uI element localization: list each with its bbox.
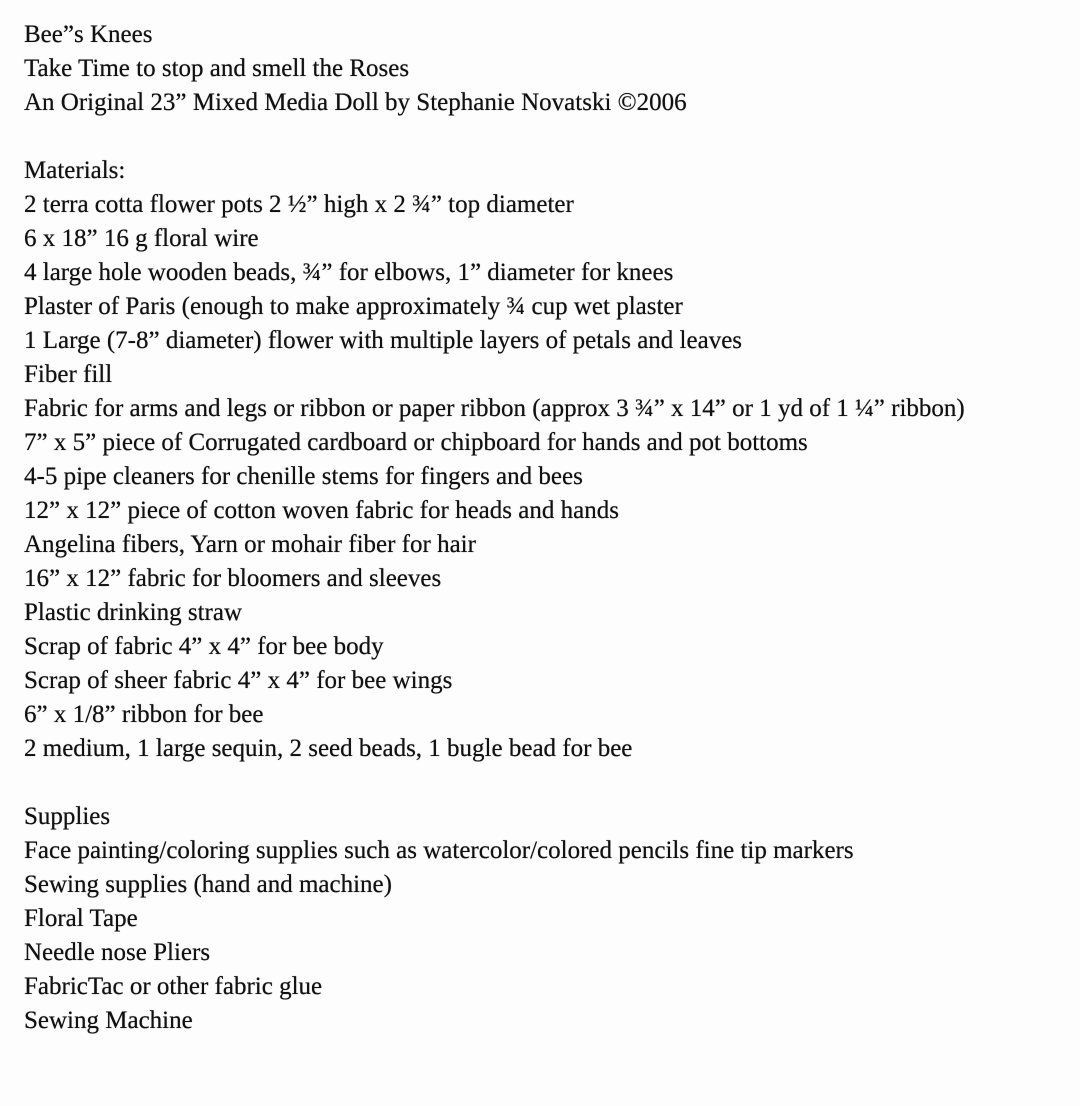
supplies-item: Needle nose Pliers — [24, 939, 211, 966]
doc-byline: An Original 23” Mixed Media Doll by Stephanie Novatski ©2006 — [24, 89, 687, 116]
materials-item: Plastic drinking straw — [24, 599, 243, 626]
materials-item: 16” x 12” fabric for bloomers and sleeves — [24, 565, 442, 592]
supplies-item: Face painting/coloring supplies such as watercolor/colored pencils fine tip markers — [24, 837, 854, 864]
materials-item: Fabric for arms and legs or ribbon or paper ribbon (approx 3 ¾” x 14” or 1 yd of 1 ¼” ribbon) — [24, 395, 965, 422]
materials-item: 2 terra cotta flower pots 2 ½” high x 2 ¾” top diameter — [24, 191, 574, 218]
doc-title: Bee”s Knees — [24, 21, 153, 48]
materials-item: 1 Large (7-8” diameter) flower with multiple layers of petals and leaves — [24, 327, 743, 354]
materials-item: 12” x 12” piece of cotton woven fabric for heads and hands — [24, 497, 619, 524]
supplies-item: FabricTac or other fabric glue — [24, 973, 323, 1000]
supplies-item: Sewing Machine — [24, 1007, 193, 1034]
materials-heading: Materials: — [24, 157, 126, 184]
section-gap — [24, 766, 1060, 800]
materials-item: Scrap of fabric 4” x 4” for bee body — [24, 633, 384, 660]
materials-item: Plaster of Paris (enough to make approximately ¾ cup wet plaster — [24, 293, 683, 320]
supplies-item: Sewing supplies (hand and machine) — [24, 871, 392, 898]
materials-item: Fiber fill — [24, 361, 113, 388]
materials-item: 7” x 5” piece of Corrugated cardboard or chipboard for hands and pot bottoms — [24, 429, 808, 456]
materials-item: 2 medium, 1 large sequin, 2 seed beads, 1 bugle bead for bee — [24, 735, 633, 762]
supplies-heading: Supplies — [24, 803, 111, 830]
materials-item: 6” x 1/8” ribbon for bee — [24, 701, 264, 728]
materials-item: Angelina fibers, Yarn or mohair fiber for hair — [24, 531, 476, 558]
materials-item: Scrap of sheer fabric 4” x 4” for bee wings — [24, 667, 453, 694]
materials-item: 4 large hole wooden beads, ¾” for elbows, 1” diameter for knees — [24, 259, 674, 286]
supplies-item: Floral Tape — [24, 905, 138, 932]
materials-item: 4-5 pipe cleaners for chenille stems for fingers and bees — [24, 463, 583, 490]
doc-subtitle: Take Time to stop and smell the Roses — [24, 55, 410, 82]
section-gap — [24, 120, 1060, 154]
materials-item: 6 x 18” 16 g floral wire — [24, 225, 259, 252]
